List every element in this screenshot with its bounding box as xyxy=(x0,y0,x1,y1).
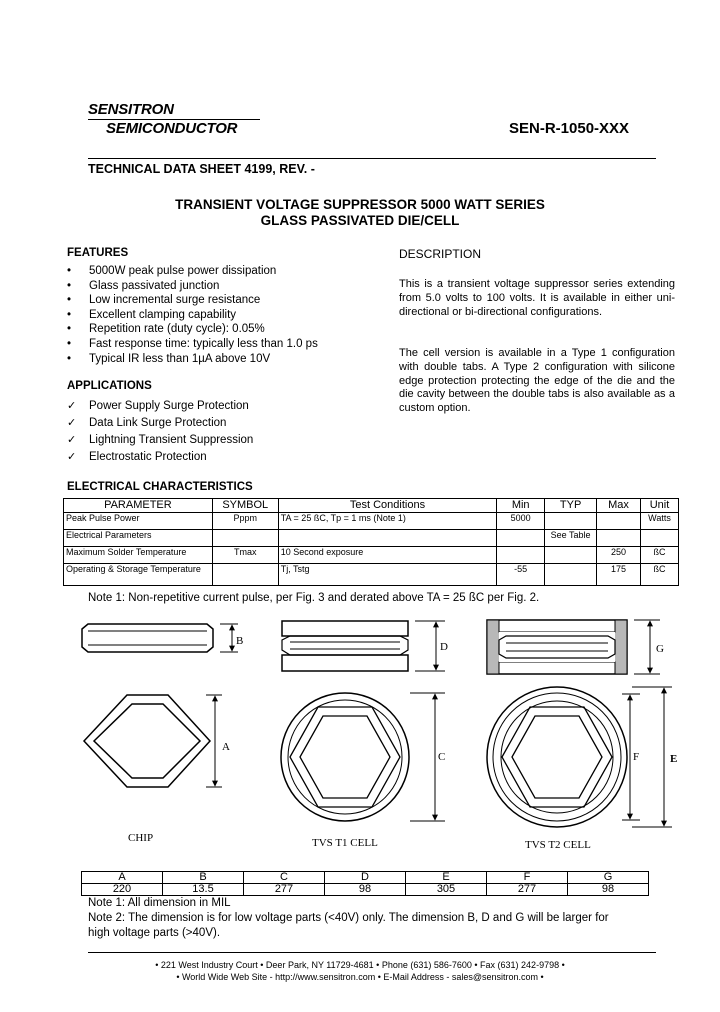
applications-list xyxy=(67,398,253,466)
table-cell: 277 xyxy=(244,884,325,896)
feature-item: • Fast response time: typically less than 1.0 ps xyxy=(67,337,318,350)
bullet-icon: • xyxy=(67,308,72,321)
table-header-cell: SYMBOL xyxy=(212,499,278,513)
table-header-cell: D xyxy=(325,872,406,884)
table-cell: -55 xyxy=(497,564,545,586)
table-header-cell: PARAMETER xyxy=(64,499,213,513)
table-row xyxy=(82,884,649,896)
chip-hexagon xyxy=(84,695,230,787)
table-header-row xyxy=(64,499,679,513)
check-icon: ✓ xyxy=(67,417,77,429)
part-number: SEN-R-1050-XXX xyxy=(509,120,630,137)
table-cell xyxy=(641,530,679,547)
features-list xyxy=(67,264,318,366)
footer-contact: • World Wide Web Site - http://www.sensitron.com • E-Mail Address - sales@sensitron.com • xyxy=(176,972,544,982)
table-cell: 98 xyxy=(568,884,649,896)
table-cell: Watts xyxy=(641,513,679,530)
datasheet-title: TECHNICAL DATA SHEET 4199, REV. - xyxy=(88,162,315,176)
table-row xyxy=(64,547,679,564)
table-cell: 175 xyxy=(597,564,641,586)
company-name-line2: SEMICONDUCTOR xyxy=(106,120,238,137)
feature-item: • Excellent clamping capability xyxy=(67,308,237,321)
table-header-cell: C xyxy=(244,872,325,884)
application-item: ✓ Lightning Transient Suppression xyxy=(67,432,253,449)
table-cell: ßC xyxy=(641,547,679,564)
dimension-note-2: Note 2: The dimension is for low voltage parts (<40V) only. The dimension B, D and G will be larger for xyxy=(88,912,609,924)
t1-cell-side-view xyxy=(282,621,448,671)
features-heading: FEATURES xyxy=(67,247,129,259)
table-cell: See Table xyxy=(545,530,597,547)
chip-side-view xyxy=(82,624,243,652)
table-cell: Tmax xyxy=(212,547,278,564)
t1-cell-top-view xyxy=(281,693,445,821)
footer-address: • 221 West Industry Court • Deer Park, NY 11729-4681 • Phone (631) 586-7600 • Fax (631) 242-9798 • xyxy=(155,960,565,970)
dimension-note-1: Note 1: All dimension in MIL xyxy=(88,897,231,909)
table-header-cell: A xyxy=(82,872,163,884)
header-rule xyxy=(88,158,656,159)
description-heading: DESCRIPTION xyxy=(399,247,482,261)
table-header-cell: Test Conditions xyxy=(278,499,497,513)
table-header-cell: Max xyxy=(597,499,641,513)
dim-label-a: A xyxy=(222,741,230,753)
bullet-icon: • xyxy=(67,337,72,350)
table-header-row xyxy=(82,872,649,884)
t1-cell-label: TVS T1 CELL xyxy=(312,837,378,849)
application-item: ✓ Power Supply Surge Protection xyxy=(67,398,253,415)
table-cell: 98 xyxy=(325,884,406,896)
application-item: ✓ Data Link Surge Protection xyxy=(67,415,253,432)
dim-label-g: G xyxy=(656,643,664,655)
application-item: ✓ Electrostatic Protection xyxy=(67,449,253,466)
dim-label-b: B xyxy=(236,635,244,647)
table-cell: Pppm xyxy=(212,513,278,530)
table-cell xyxy=(597,530,641,547)
applications-heading: APPLICATIONS xyxy=(67,380,152,392)
dim-label-d: D xyxy=(440,641,448,653)
table-cell: TA = 25 ßC, Tp = 1 ms (Note 1) xyxy=(278,513,497,530)
table-header-cell: G xyxy=(568,872,649,884)
company-name-line1: SENSITRON xyxy=(88,101,174,118)
table-header-cell: TYP xyxy=(545,499,597,513)
table-header-cell: F xyxy=(487,872,568,884)
table-cell: 305 xyxy=(406,884,487,896)
feature-item: • 5000W peak pulse power dissipation xyxy=(67,265,277,277)
table-cell: 10 Second exposure xyxy=(278,547,497,564)
t2-cell-side-view xyxy=(487,620,664,674)
table-cell xyxy=(212,530,278,547)
check-icon: ✓ xyxy=(67,451,77,463)
bullet-icon: • xyxy=(67,265,72,277)
table-cell xyxy=(545,564,597,586)
table-cell: 5000 xyxy=(497,513,545,530)
electrical-table xyxy=(63,498,679,586)
electrical-heading: ELECTRICAL CHARACTERISTICS xyxy=(67,481,253,493)
table-cell xyxy=(545,547,597,564)
t2-cell-top-view xyxy=(487,687,677,827)
table-cell: 13.5 xyxy=(163,884,244,896)
table-cell: 277 xyxy=(487,884,568,896)
table-cell xyxy=(545,513,597,530)
dim-label-c: C xyxy=(438,751,446,763)
table-cell xyxy=(212,564,278,586)
table-cell xyxy=(597,513,641,530)
check-icon: ✓ xyxy=(67,434,77,446)
bullet-icon: • xyxy=(67,352,72,365)
table-row xyxy=(64,513,679,530)
table-cell: Electrical Parameters xyxy=(64,530,213,547)
description-paragraph-1: This is a transient voltage suppressor series extending from 5.0 volts to 100 volts. It is available in either uni-directional or bi-directional configurations. xyxy=(399,278,675,318)
product-title-line1: TRANSIENT VOLTAGE SUPPRESSOR 5000 WATT SERIES xyxy=(175,197,545,212)
bullet-icon: • xyxy=(67,279,72,292)
table-cell: 220 xyxy=(82,884,163,896)
table-header-cell: Min xyxy=(497,499,545,513)
table-cell: Tj, Tstg xyxy=(278,564,497,586)
description-paragraph-2: The cell version is available in a Type 1 configuration with double tabs. A Type 2 configuration with silicone edge protection protecting the edge of the die and the die cavity between the double tabs is also available as a custom option. xyxy=(399,347,675,415)
table-cell xyxy=(278,530,497,547)
dimension-drawings xyxy=(60,612,700,857)
table-row xyxy=(64,564,679,586)
table-cell xyxy=(497,530,545,547)
dimension-table xyxy=(81,871,649,896)
table-cell: Operating & Storage Temperature xyxy=(64,564,213,586)
table-cell: Maximum Solder Temperature xyxy=(64,547,213,564)
dimension-note-3: high voltage parts (>40V). xyxy=(88,927,221,939)
bullet-icon: • xyxy=(67,323,72,336)
table-cell: Peak Pulse Power xyxy=(64,513,213,530)
feature-item: • Typical IR less than 1µA above 10V xyxy=(67,352,271,365)
feature-item: • Glass passivated junction xyxy=(67,279,220,292)
dim-label-e: E xyxy=(670,753,678,765)
feature-item: • Repetition rate (duty cycle): 0.05% xyxy=(67,323,265,336)
t2-cell-label: TVS T2 CELL xyxy=(525,839,591,851)
electrical-note-1: Note 1: Non-repetitive current pulse, per Fig. 3 and derated above TA = 25 ßC per Fig. 2. xyxy=(88,592,540,604)
feature-item: • Low incremental surge resistance xyxy=(67,294,261,307)
chip-label: CHIP xyxy=(128,832,154,844)
table-header-cell: Unit xyxy=(641,499,679,513)
product-title-line2: GLASS PASSIVATED DIE/CELL xyxy=(260,213,460,228)
table-cell: ßC xyxy=(641,564,679,586)
check-icon: ✓ xyxy=(67,400,77,412)
table-row xyxy=(64,530,679,547)
dim-label-f: F xyxy=(633,751,640,763)
table-header-cell: B xyxy=(163,872,244,884)
table-header-cell: E xyxy=(406,872,487,884)
table-cell xyxy=(497,547,545,564)
bullet-icon: • xyxy=(67,294,72,307)
footer-rule xyxy=(88,952,656,953)
table-cell: 250 xyxy=(597,547,641,564)
